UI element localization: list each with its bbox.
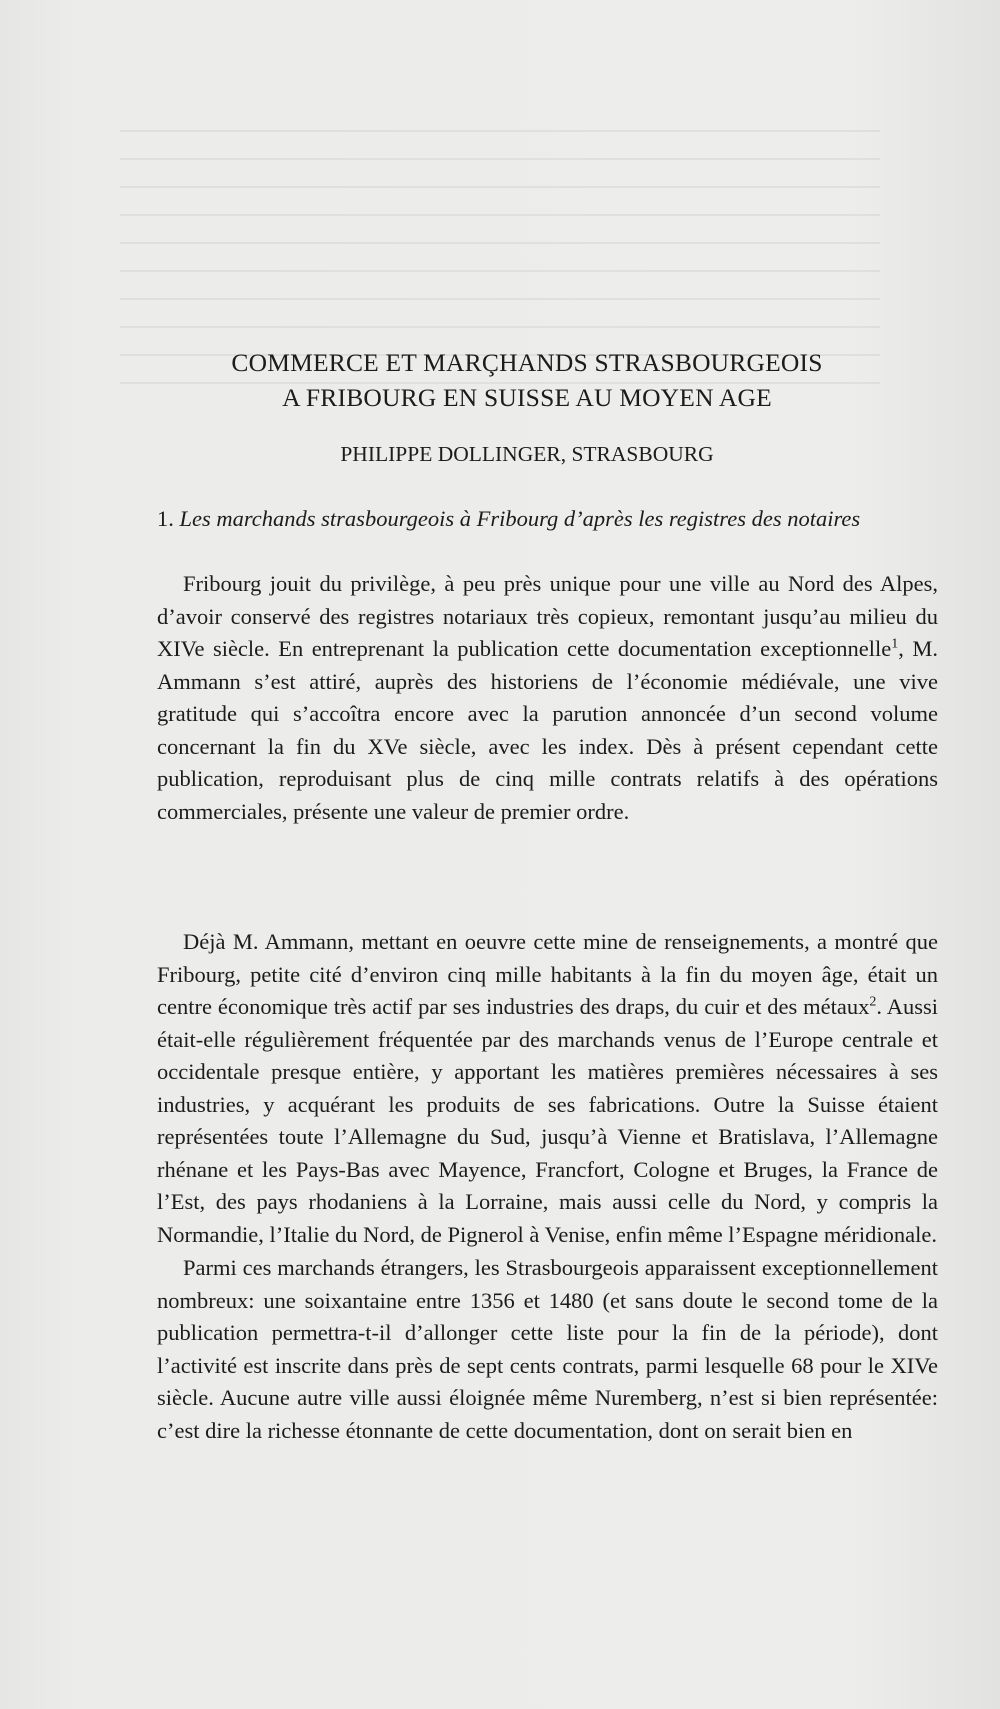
article-author: PHILIPPE DOLLINGER, STRASBOURG: [340, 442, 714, 466]
footnote-ref-2: 2: [869, 994, 877, 1010]
paragraph-2: [157, 926, 938, 1251]
section-number: 1.: [157, 506, 174, 531]
paragraph-1-text-b: , M. Ammann s’est attiré, auprès des historiens de l’économie médiévale, une vive gratitude qui s’accoîtra encore avec la parution annoncée d’un second volume concernant la fin du XVe siècle, avec les index. Dès à présent cependant cette publication, reproduisant plus de cinq mille contrats relatifs à des opérations commerciales, présente une valeur de premier ordre.: [157, 636, 938, 824]
paragraph-2-text-b: . Aussi était-elle régulièrement fréquentée par des marchands venus de l’Europe centrale et occidentale presque entière, y apportant les matières premières nécessaires à ses industries, y acquérant les produits de ses fabrications. Outre la Suisse étaient représentées toute l’Allemagne du Sud, jusqu’à Vienne et Bratislava, l’Allemagne rhénane et les Pays-Bas avec Mayence, Francfort, Cologne et Bruges, la France de l’Est, des pays rhodaniens à la Lorraine, mais aussi celle du Nord, y compris la Normandie, l’Italie du Nord, de Pignerol à Venise, enfin même l’Espagne méridionale.: [157, 994, 938, 1247]
paragraph-1-text-a: Fribourg jouit du privilège, à peu près unique pour une ville au Nord des Alpes, d’avoir conservé des registres notariaux très copieux, remontant jusqu’au milieu du XIVe siècle. En entreprenant la publication cette documentation exceptionnelle: [157, 571, 938, 661]
section-heading-text: Les marchands strasbourgeois à Fribourg d’après les registres des notaires: [179, 506, 861, 531]
paragraph-3: Parmi ces marchands étrangers, les Strasbourgeois apparaissent exceptionnellement nombreux: une soixantaine entre 1356 et 1480 (et sans doute le second tome de la publication permettra-t-il d’allonger cette liste pour la fin de la période), dont l’activité est inscrite dans près de sept cents contrats, parmi lesquelle 68 pour le XIVe siècle. Aucune autre ville aussi éloignée même Nuremberg, n’est si bien représentée: c’est dire la richesse étonnante de cette documentation, dont on serait bien en: [157, 1255, 938, 1443]
footnote-ref-1: 1: [891, 636, 899, 652]
paragraph-1: [157, 568, 938, 828]
article-title-line-2: A FRIBOURG EN SUISSE AU MOYEN AGE: [282, 383, 772, 412]
paragraph-2-text-a: Déjà M. Ammann, mettant en oeuvre cette mine de renseignements, a montré que Fribourg, petite cité d’environ cinq mille habitants à la fin du moyen âge, était un centre économique très actif par ses industries des draps, du cuir et des métaux: [157, 929, 938, 1019]
section-heading: [157, 503, 938, 536]
article-title-line-1: COMMERCE ET MARÇHANDS STRASBOURGEOIS: [231, 348, 823, 377]
